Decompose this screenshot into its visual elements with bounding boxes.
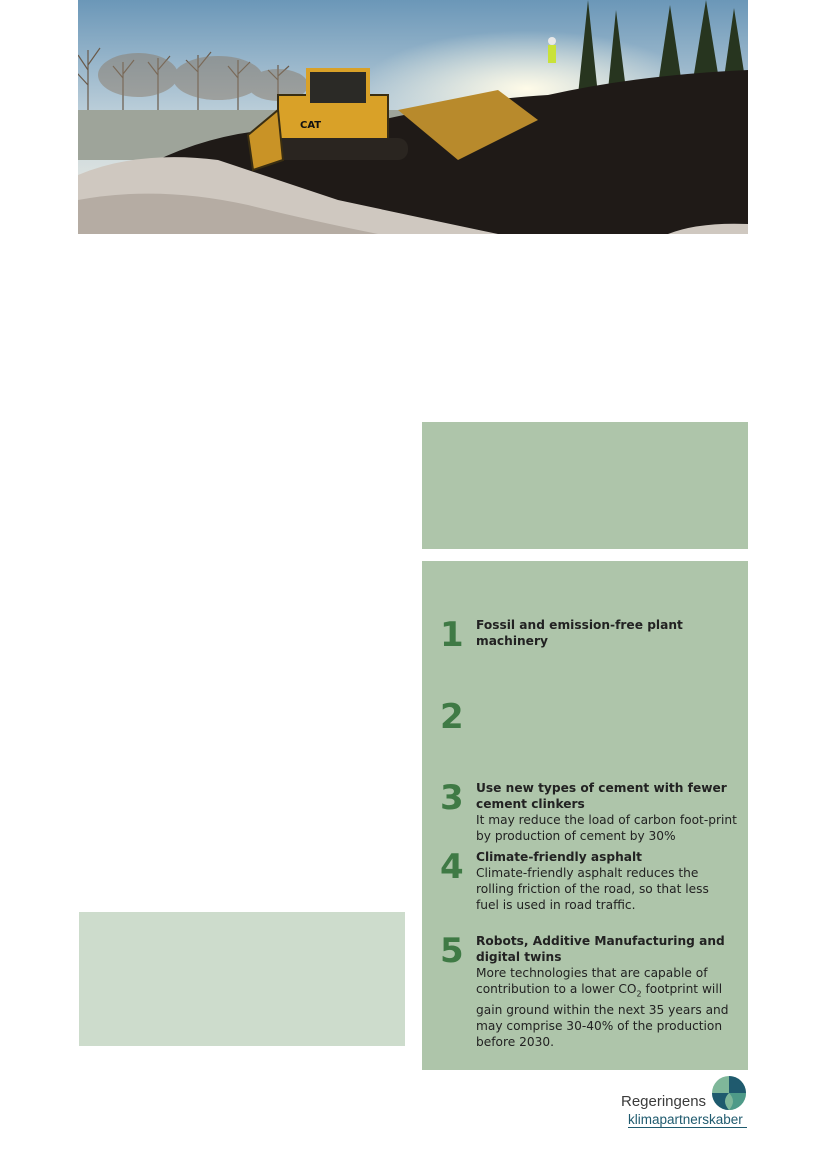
- logo-mark-icon: [711, 1075, 747, 1111]
- info-box-top: [422, 422, 748, 549]
- step-number: 2: [440, 697, 464, 737]
- step-title: Robots, Additive Manufacturing and digital twins: [476, 934, 725, 964]
- svg-text:CAT: CAT: [300, 120, 322, 131]
- step-body: More technologies that are capable of contribution to a lower $CO_2$ footprint will gain ground within the next 35 years and may comprise 30-40% of the production before 2030.: [476, 966, 729, 1050]
- step-title: Fossil and emission-free plant machinery: [476, 618, 683, 648]
- logo-text-line2: klimapartnerskaber: [628, 1112, 743, 1127]
- step-number: 4: [440, 847, 464, 887]
- hero-photo: [78, 0, 748, 234]
- info-box-left: [79, 912, 405, 1046]
- logo-underline: [628, 1127, 747, 1128]
- step-title: Use new types of cement with fewer cement clinkers: [476, 781, 727, 811]
- regeringens-klimapartnerskaber-logo: [620, 1075, 750, 1131]
- step-number: 3: [440, 778, 464, 818]
- bulldozer-photo: [78, 0, 748, 234]
- measures-list-box: [422, 561, 748, 1070]
- step-body: Climate-friendly asphalt reduces the rolling friction of the road, so that less fuel is used in road traffic.: [476, 866, 709, 912]
- step-number: 1: [440, 615, 464, 655]
- logo-text-line1: Regeringens: [621, 1093, 707, 1110]
- step-number: 5: [440, 931, 464, 971]
- step-body: It may reduce the load of carbon foot-print by production of cement by 30%: [476, 813, 737, 843]
- step-title: Climate-friendly asphalt: [476, 850, 643, 864]
